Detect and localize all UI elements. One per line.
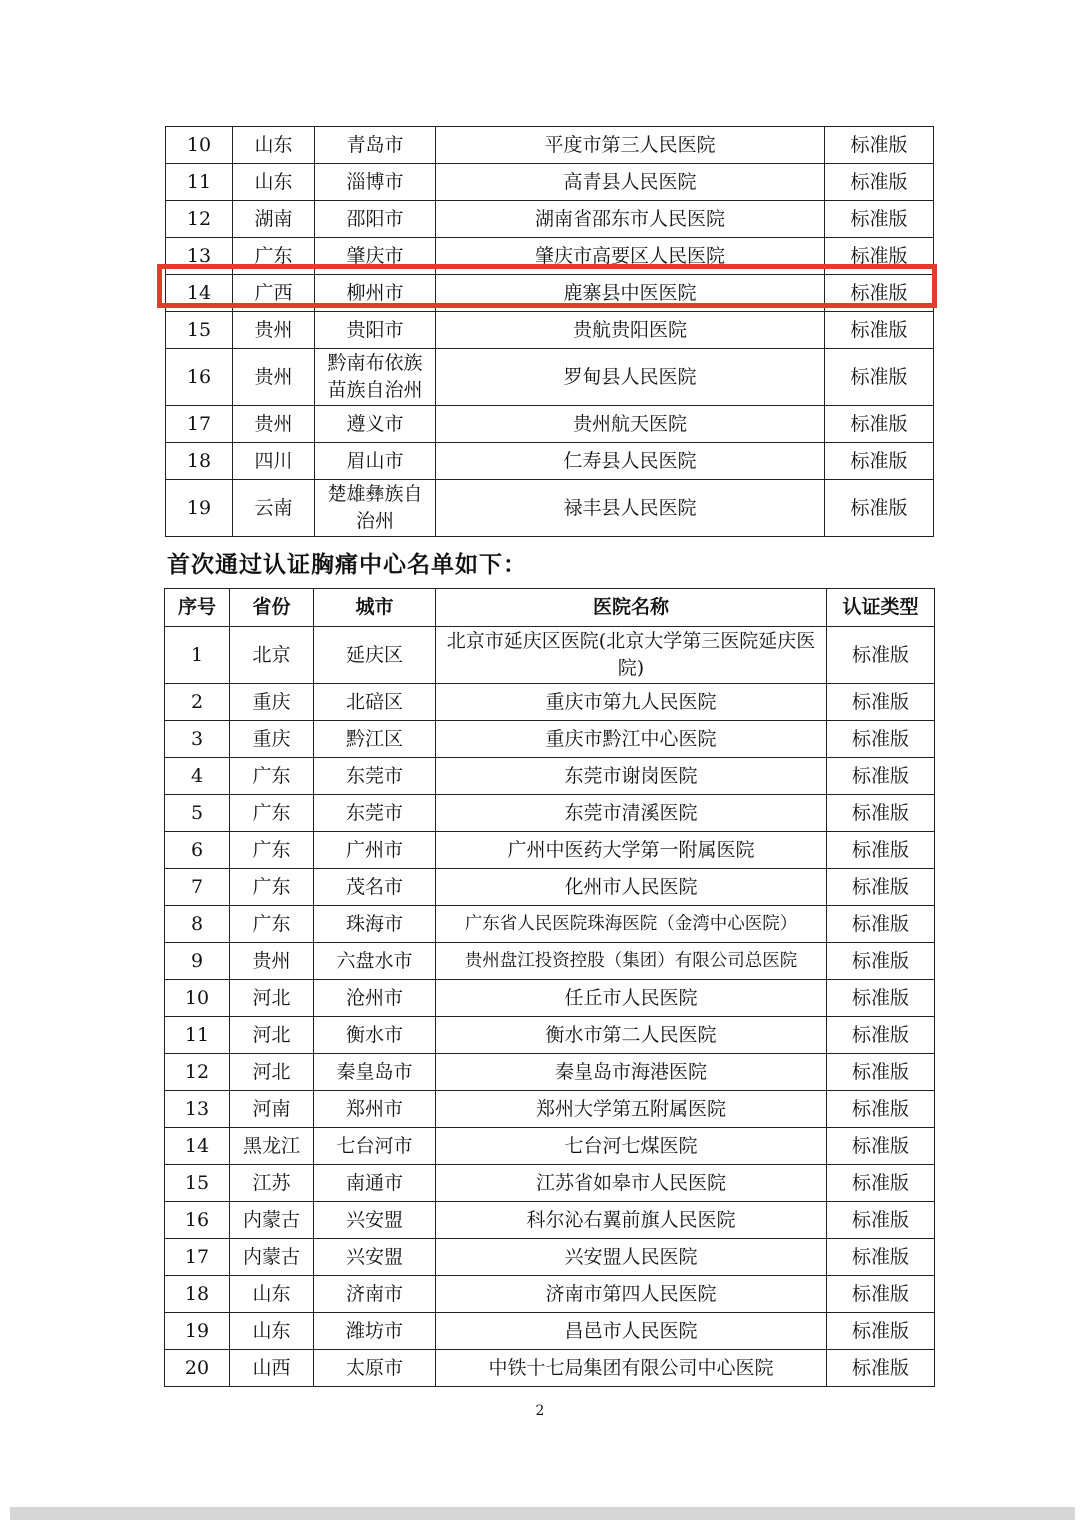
certification-type-cell: 标准版 [827,1128,935,1165]
certification-type-cell: 标准版 [827,1017,935,1054]
row-number: 7 [165,869,230,906]
province-cell: 云南 [233,480,315,537]
certification-type-cell: 标准版 [827,943,935,980]
certification-type-cell: 标准版 [827,1350,935,1387]
province-cell: 山东 [233,127,315,164]
certification-type-cell: 标准版 [827,980,935,1017]
row-number: 15 [165,1165,230,1202]
certification-type-cell: 标准版 [825,349,934,406]
city-cell: 肇庆市 [315,238,436,275]
certification-type-cell: 标准版 [825,406,934,443]
city-cell: 贵阳市 [315,312,436,349]
row-number: 14 [165,1128,230,1165]
certification-type-cell: 标准版 [825,164,934,201]
city-cell: 珠海市 [314,906,436,943]
province-cell: 黑龙江 [230,1128,314,1165]
city-cell: 延庆区 [314,627,436,684]
table-row [166,164,934,201]
row-number: 16 [165,1202,230,1239]
province-cell: 广东 [230,906,314,943]
header-province: 省份 [230,589,314,627]
table-row [165,1128,935,1165]
hospital-cell: 肇庆市高要区人民医院 [436,238,825,275]
city-cell: 东莞市 [314,795,436,832]
city-cell: 黔江区 [314,721,436,758]
city-cell: 青岛市 [315,127,436,164]
row-number: 15 [166,312,233,349]
row-number: 19 [166,480,233,537]
province-cell: 河北 [230,1054,314,1091]
hospital-cell: 江苏省如皋市人民医院 [436,1165,827,1202]
certification-type-cell: 标准版 [825,312,934,349]
city-cell: 郑州市 [314,1091,436,1128]
table-row [165,980,935,1017]
row-number: 11 [165,1017,230,1054]
table-row [165,1017,935,1054]
hospital-cell: 东莞市清溪医院 [436,795,827,832]
certification-type-cell: 标准版 [827,1165,935,1202]
hospital-cell: 高青县人民医院 [436,164,825,201]
hospital-cell: 北京市延庆区医院(北京大学第三医院延庆医院) [436,627,827,684]
certification-type-cell: 标准版 [827,1202,935,1239]
city-cell: 兴安盟 [314,1239,436,1276]
first-pass-hospital-table [164,588,935,1387]
city-cell: 眉山市 [315,443,436,480]
certification-type-cell: 标准版 [827,1239,935,1276]
province-cell: 山东 [233,164,315,201]
province-cell: 河北 [230,980,314,1017]
row-number: 6 [165,832,230,869]
hospital-cell: 广东省人民医院珠海医院（金湾中心医院） [436,906,827,943]
city-cell: 兴安盟 [314,1202,436,1239]
table-row [165,627,935,684]
page-number: 2 [535,1403,545,1419]
header-certification-type: 认证类型 [827,589,935,627]
province-cell: 江苏 [230,1165,314,1202]
province-cell: 山东 [230,1276,314,1313]
section-heading: 首次通过认证胸痛中心名单如下： [167,552,527,578]
row-number: 18 [165,1276,230,1313]
row-number: 20 [165,1350,230,1387]
city-cell: 茂名市 [314,869,436,906]
table-header-row [165,589,935,627]
hospital-cell: 广州中医药大学第一附属医院 [436,832,827,869]
row-number: 17 [165,1239,230,1276]
hospital-cell: 重庆市黔江中心医院 [436,721,827,758]
header-hospital: 医院名称 [436,589,827,627]
table-row [165,684,935,721]
table-row [165,869,935,906]
hospital-cell: 湖南省邵东市人民医院 [436,201,825,238]
row-number: 18 [166,443,233,480]
province-cell: 河南 [230,1091,314,1128]
city-cell: 潍坊市 [314,1313,436,1350]
table-row [165,943,935,980]
city-cell: 邵阳市 [315,201,436,238]
certification-type-cell: 标准版 [825,443,934,480]
province-cell: 重庆 [230,684,314,721]
province-cell: 贵州 [233,406,315,443]
continued-hospital-table [165,126,934,537]
hospital-cell: 昌邑市人民医院 [436,1313,827,1350]
table-row [165,1239,935,1276]
province-cell: 广东 [230,795,314,832]
table-row [165,795,935,832]
certification-type-cell: 标准版 [827,1054,935,1091]
hospital-cell: 禄丰县人民医院 [436,480,825,537]
hospital-cell: 郑州大学第五附属医院 [436,1091,827,1128]
certification-type-cell: 标准版 [827,832,935,869]
table-row [165,1054,935,1091]
table-row [165,1350,935,1387]
table-row [165,906,935,943]
certification-type-cell: 标准版 [827,795,935,832]
certification-type-cell: 标准版 [827,1091,935,1128]
city-cell: 济南市 [314,1276,436,1313]
hospital-cell: 衡水市第二人民医院 [436,1017,827,1054]
certification-type-cell: 标准版 [825,127,934,164]
hospital-cell: 化州市人民医院 [436,869,827,906]
certification-type-cell: 标准版 [827,758,935,795]
city-cell: 广州市 [314,832,436,869]
row-number: 3 [165,721,230,758]
table-row [165,1091,935,1128]
row-number: 16 [166,349,233,406]
province-cell: 广西 [233,275,315,312]
hospital-cell: 济南市第四人民医院 [436,1276,827,1313]
header-city: 城市 [314,589,436,627]
certification-type-cell: 标准版 [827,1313,935,1350]
hospital-cell: 任丘市人民医院 [436,980,827,1017]
table-row [166,312,934,349]
province-cell: 四川 [233,443,315,480]
certification-type-cell: 标准版 [827,627,935,684]
header-number: 序号 [165,589,230,627]
certification-type-cell: 标准版 [825,201,934,238]
table-row [166,443,934,480]
row-number: 19 [165,1313,230,1350]
city-cell: 七台河市 [314,1128,436,1165]
row-number: 4 [165,758,230,795]
table-row [166,406,934,443]
hospital-cell: 中铁十七局集团有限公司中心医院 [436,1350,827,1387]
table-row [166,349,934,406]
hospital-cell: 仁寿县人民医院 [436,443,825,480]
province-cell: 广东 [230,832,314,869]
row-number: 2 [165,684,230,721]
province-cell: 北京 [230,627,314,684]
province-cell: 内蒙古 [230,1202,314,1239]
city-cell: 东莞市 [314,758,436,795]
province-cell: 广东 [230,869,314,906]
table-row [165,832,935,869]
city-cell: 遵义市 [315,406,436,443]
city-cell: 柳州市 [315,275,436,312]
row-number: 10 [166,127,233,164]
certification-type-cell: 标准版 [827,1276,935,1313]
table-row [166,201,934,238]
hospital-cell: 重庆市第九人民医院 [436,684,827,721]
hospital-cell: 贵州盘江投资控股（集团）有限公司总医院 [436,943,827,980]
table-row [165,1165,935,1202]
table-row [165,1202,935,1239]
scan-edge-strip [10,1507,1075,1520]
province-cell: 贵州 [233,312,315,349]
province-cell: 山东 [230,1313,314,1350]
certification-type-cell: 标准版 [825,480,934,537]
row-number: 9 [165,943,230,980]
certification-type-cell: 标准版 [825,275,934,312]
row-number: 14 [166,275,233,312]
hospital-cell: 兴安盟人民医院 [436,1239,827,1276]
row-number: 5 [165,795,230,832]
province-cell: 河北 [230,1017,314,1054]
table-row [166,480,934,537]
certification-type-cell: 标准版 [827,906,935,943]
province-cell: 山西 [230,1350,314,1387]
hospital-cell: 贵航贵阳医院 [436,312,825,349]
row-number: 12 [166,201,233,238]
hospital-cell: 秦皇岛市海港医院 [436,1054,827,1091]
province-cell: 重庆 [230,721,314,758]
city-cell: 楚雄彝族自治州 [315,480,436,537]
row-number: 12 [165,1054,230,1091]
hospital-cell: 科尔沁右翼前旗人民医院 [436,1202,827,1239]
hospital-cell: 贵州航天医院 [436,406,825,443]
city-cell: 北碚区 [314,684,436,721]
city-cell: 黔南布依族苗族自治州 [315,349,436,406]
certification-type-cell: 标准版 [827,869,935,906]
city-cell: 秦皇岛市 [314,1054,436,1091]
red-highlight-box [157,264,937,308]
row-number: 8 [165,906,230,943]
certification-type-cell: 标准版 [827,684,935,721]
table-row [165,758,935,795]
row-number: 17 [166,406,233,443]
hospital-cell: 鹿寨县中医医院 [436,275,825,312]
province-cell: 内蒙古 [230,1239,314,1276]
row-number: 11 [166,164,233,201]
province-cell: 贵州 [230,943,314,980]
province-cell: 广东 [230,758,314,795]
city-cell: 太原市 [314,1350,436,1387]
province-cell: 贵州 [233,349,315,406]
hospital-cell: 东莞市谢岗医院 [436,758,827,795]
hospital-cell: 罗甸县人民医院 [436,349,825,406]
row-number: 10 [165,980,230,1017]
table-row [165,1313,935,1350]
table-row [166,127,934,164]
city-cell: 南通市 [314,1165,436,1202]
province-cell: 广东 [233,238,315,275]
province-cell: 湖南 [233,201,315,238]
city-cell: 沧州市 [314,980,436,1017]
hospital-cell: 平度市第三人民医院 [436,127,825,164]
table-row [165,721,935,758]
table-row [165,1276,935,1313]
certification-type-cell: 标准版 [827,721,935,758]
row-number: 1 [165,627,230,684]
city-cell: 衡水市 [314,1017,436,1054]
city-cell: 六盘水市 [314,943,436,980]
hospital-cell: 七台河七煤医院 [436,1128,827,1165]
row-number: 13 [166,238,233,275]
certification-type-cell: 标准版 [825,238,934,275]
city-cell: 淄博市 [315,164,436,201]
row-number: 13 [165,1091,230,1128]
